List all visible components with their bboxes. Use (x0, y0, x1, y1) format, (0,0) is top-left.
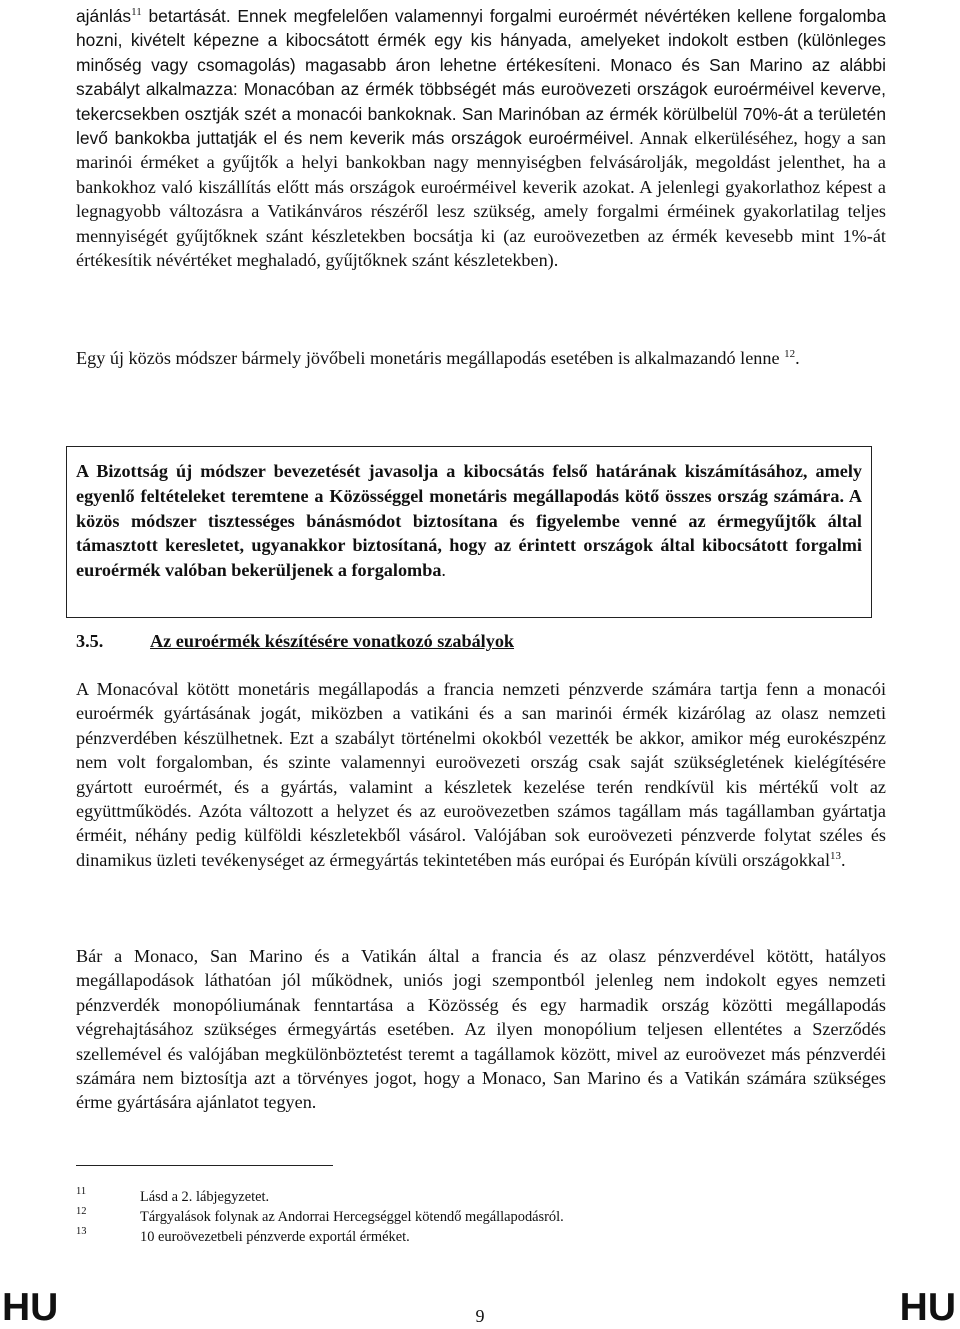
footnote-13 (76, 1228, 886, 1248)
paragraph-monaco-agreement (76, 677, 886, 872)
page-number: 9 (475, 1306, 485, 1326)
section-heading (76, 631, 514, 652)
commission-proposal-box (66, 446, 872, 618)
paragraph-rest: Annak elkerüléséhez, hogy a san marinói érméket a gyűjtők a helyi bankokban nagy mennyiségben felvásárolják, megoldást jelenthet, ha a bankokhoz való kiszállítás előtt más országok euroérméivel keverik azokat. A jelenlegi gyakorlathoz képest a legnagyobb változásra a Vatikánváros részéről lesz szükség, amely forgalmi érméinek gyakorlatilag teljes mennyiségét gyűjtőknek szánt készletekben bocsátja ki (az euroövezetben az érmék kevesebb mint 1%-át értékesítik névértéket meghaladó, gyűjtőknek szánt készletekben). (76, 128, 886, 271)
footnote-11 (76, 1188, 886, 1208)
paragraph-lead-a: ajánlás (76, 6, 132, 26)
paragraph-common-method (76, 346, 886, 370)
footnote-separator (76, 1165, 333, 1166)
section-number: 3.5. (76, 631, 104, 651)
paragraph-monopoly (76, 944, 886, 1115)
footnote-text: Lásd a 2. lábjegyzetet. (140, 1189, 270, 1205)
box-text-body: A Bizottság új módszer bevezetését javasolja a kibocsátás felső határának kiszámításához, amely egyenlő feltételeket teremtene a Közösséggel monetáris megállapodás kötő összes ország számára. A közös módszer tisztességes bánásmódot biztosítana és figyelembe venné az érmegyűjtők által támasztott keresletet, ugyanakkor biztosítaná, hogy az érintett országok által kibocsátott forgalmi euroérmék valóban bekerüljenek a forgalomba (76, 461, 862, 581)
paragraph-end: . (841, 849, 846, 870)
footer-language-left: HU (2, 1286, 59, 1329)
footnote-ref-13[interactable]: 13 (830, 849, 842, 862)
box-text-end: . (441, 560, 446, 581)
paragraph-text: A Monacóval kötött monetáris megállapodás a francia nemzeti pénzverde számára tartja fenn a monacói euroérmék gyártásának jogát, miközben a vatikáni és a san marinói érmék kizárólag az olasz nemzeti pénzverdében készülhetnek. Ezt a szabályt történelmi okokból vezették be akkor, amikor még eurokészpénz nem volt forgalomban, és szinte valamennyi euroövezeti ország csak saját szükségletének kielégítésére gyártott euroérmét, és a gyártás, valamint a készletek kezelése terén rendkívül kis mértékű volt az együttműködés. Azóta változott a helyzet és az euroövezetben számos tagállam más tagállamban gyártatja érméit, néhány pedig külföldi készletekből vásárol. Valójában sok euroövezeti pénzverde folytat széles és dinamikus üzleti tevékenységet az érmegyártás tekintetében más európai és Európán kívüli országokkal (76, 679, 886, 870)
paragraph-text: Egy új közös módszer bármely jövőbeli monetáris megállapodás esetében is alkalmazandó lenne (76, 348, 780, 368)
footnote-number: 12 (76, 1206, 87, 1217)
footnote-text: 10 euroövezetbeli pénzverde exportál érméket. (140, 1229, 410, 1245)
footnote-12 (76, 1208, 886, 1228)
footnote-ref-12[interactable]: 12 (784, 348, 796, 360)
section-title: Az euroérmék készítésére vonatkozó szabályok (150, 631, 515, 651)
footnotes (76, 1188, 886, 1248)
box-text (76, 459, 862, 583)
footnote-text: Tárgyalások folynak az Andorrai Hercegséggel kötendő megállapodásról. (140, 1209, 564, 1225)
footnote-number: 13 (76, 1226, 87, 1237)
footnote-ref-11[interactable]: 11 (131, 6, 142, 18)
paragraph-end: . (795, 348, 800, 368)
paragraph-coin-distribution (76, 4, 886, 272)
footnote-number: 11 (76, 1186, 87, 1197)
paragraph-lead-b: betartását. Ennek megfelelően valamennyi forgalmi euroérmét névértéken kellene forgalomba hozni, kivételt képezne a kibocsátott érmék egy kis hányada, amelyeket indokolt estben (különleges minőség vagy csomagolás) magasabb áron lehetne értékesíteni. Monaco és San Marino az alábbi szabályt alkalmazza: Monacóban az érmék többségét más euroövezeti országok euroérméivel keverve, tekercsekben osztják szét a monacói bankoknak. San Marinóban az érmék körülbelül 70%-át a területén levő bankokba juttatják el és nem keverik más országok euroérméivel. (76, 6, 886, 149)
footer-language-right: HU (899, 1286, 956, 1329)
paragraph-text: Bár a Monaco, San Marino és a Vatikán által a francia és az olasz pénzverdével kötött, hatályos megállapodások láthatóan jól működnek, uniós jogi szempontból jelenleg nem indokolt egyes nemzeti pénzverdék monopóliumának fenntartása a Közösség és egy harmadik ország közötti megállapodás végrehajtásához szükséges érmegyártás esetében. Az ilyen monopólium teljesen ellentétes a Szerződés szellemével és valójában megkülönböztetést teremt a tagállamok között, mivel az euroövezet más pénzverdéi számára nem biztosítja azt a törvényes jogot, hogy a Monaco, San Marino és a Vatikán számára szükséges érme gyártására ajánlatot tegyen. (76, 946, 886, 1113)
